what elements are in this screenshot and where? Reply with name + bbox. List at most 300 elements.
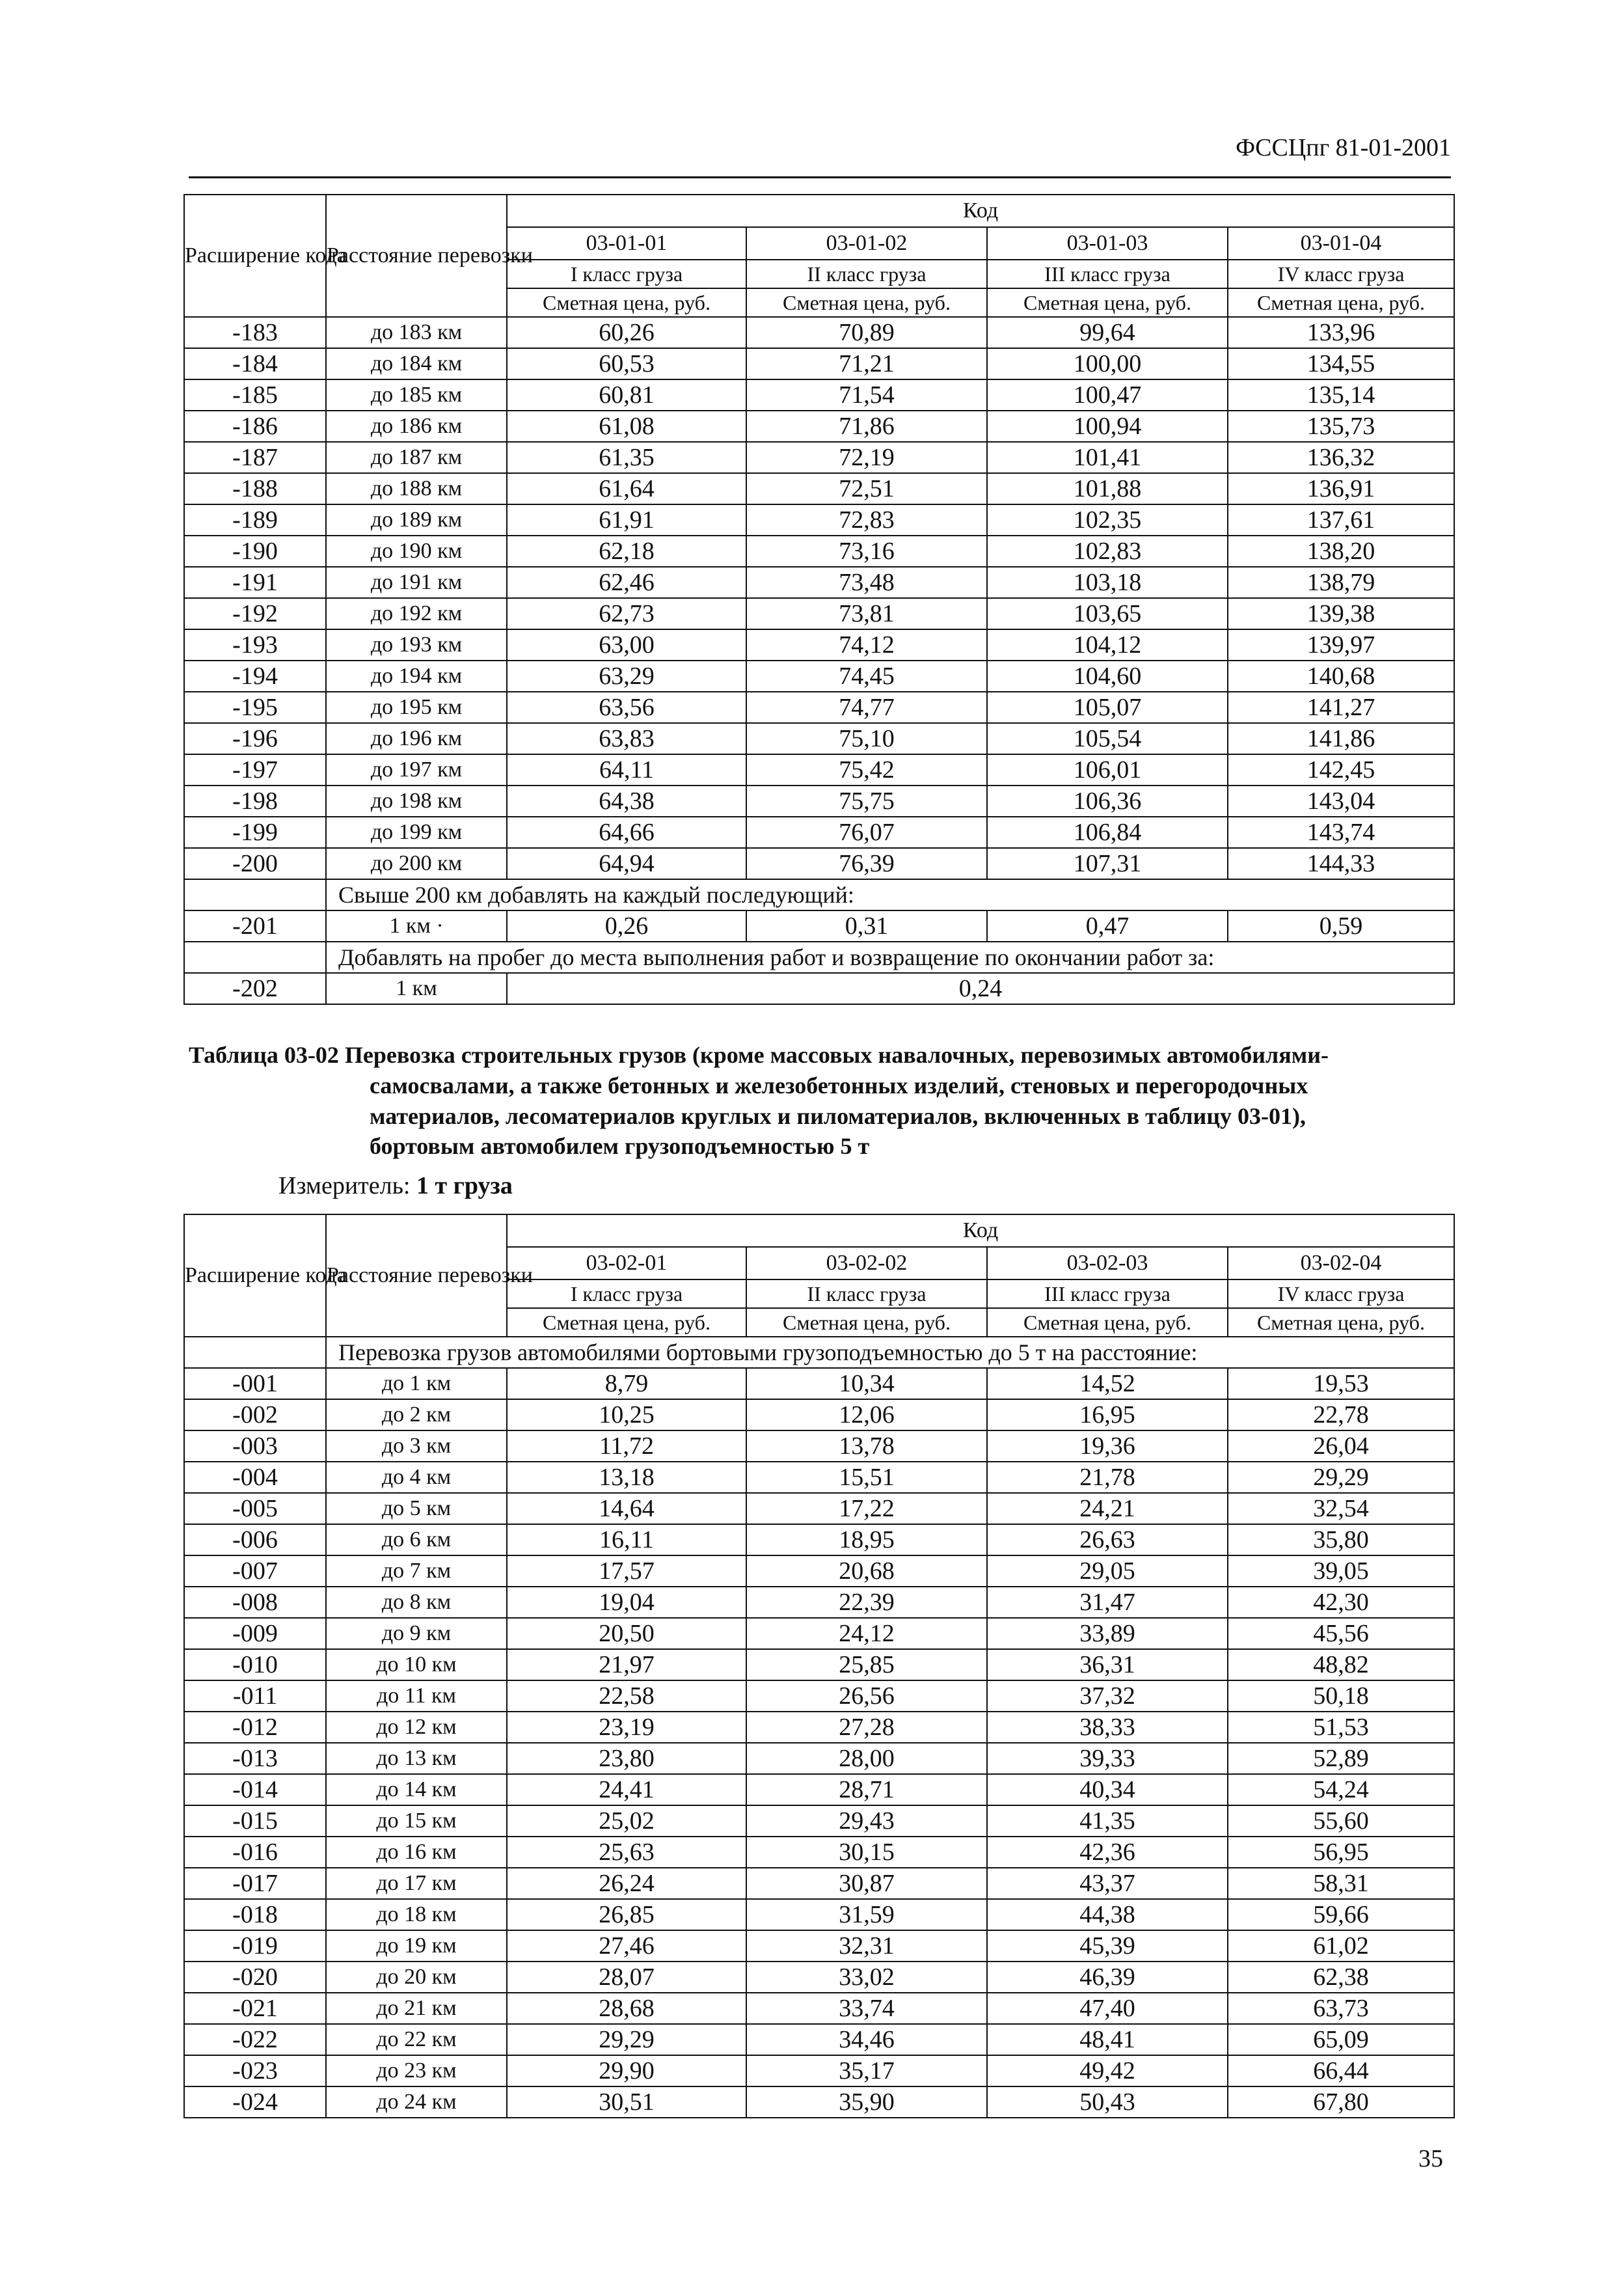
table-row: [184, 786, 1454, 817]
table-row: [184, 348, 1454, 379]
distance-cell: до 8 км: [326, 1587, 507, 1618]
price-cell: 13,78: [746, 1430, 987, 1462]
price-cell: 33,89: [987, 1618, 1228, 1649]
column-header-distance: Расстояние перевозки: [326, 195, 507, 317]
price-header: Сметная цена, руб.: [1228, 288, 1454, 317]
table-row: [184, 848, 1454, 879]
price-cell: 14,52: [987, 1368, 1228, 1399]
table-row: [184, 1462, 1454, 1493]
price-cell: 26,24: [507, 1868, 746, 1899]
price-cell: 61,08: [507, 411, 746, 442]
price-cell: 29,29: [507, 2024, 746, 2055]
distance-cell: до 190 км: [326, 536, 507, 567]
price-cell: 136,32: [1228, 442, 1454, 473]
code-extension-cell: -187: [184, 442, 326, 473]
table-row: [184, 1993, 1454, 2024]
price-cell: 74,12: [746, 629, 987, 661]
code-extension-cell: -018: [184, 1899, 326, 1930]
price-cell: 60,26: [507, 317, 746, 348]
price-cell: 76,39: [746, 848, 987, 879]
table-row: [184, 1837, 1454, 1868]
price-cell: 65,09: [1228, 2024, 1454, 2055]
price-cell: 101,88: [987, 473, 1228, 504]
cargo-class-header: II класс груза: [746, 260, 987, 288]
price-cell: 13,18: [507, 1462, 746, 1493]
price-cell: 61,02: [1228, 1930, 1454, 1962]
price-cell: 12,06: [746, 1399, 987, 1430]
price-cell: 16,95: [987, 1399, 1228, 1430]
price-cell: 30,87: [746, 1868, 987, 1899]
table-row: [184, 1868, 1454, 1899]
distance-cell: до 200 км: [326, 848, 507, 879]
distance-cell: до 196 км: [326, 723, 507, 754]
price-cell: 141,27: [1228, 692, 1454, 723]
price-cell: 99,64: [987, 317, 1228, 348]
code-extension-cell: -195: [184, 692, 326, 723]
distance-cell: до 5 км: [326, 1493, 507, 1524]
distance-cell: до 13 км: [326, 1743, 507, 1774]
caption-line: бортовым автомобилем грузоподъемностью 5 т: [370, 1133, 870, 1160]
price-cell: 62,46: [507, 567, 746, 598]
table-row: [184, 411, 1454, 442]
price-cell: 17,22: [746, 1493, 987, 1524]
price-cell: 64,11: [507, 754, 746, 786]
price-cell: 28,71: [746, 1774, 987, 1805]
code-extension-cell: -011: [184, 1680, 326, 1712]
price-cell: 43,37: [987, 1868, 1228, 1899]
cargo-class-header: IV класс груза: [1228, 1279, 1454, 1308]
price-cell: 106,36: [987, 786, 1228, 817]
price-cell: 46,39: [987, 1962, 1228, 1993]
price-cell: 133,96: [1228, 317, 1454, 348]
distance-cell: до 21 км: [326, 1993, 507, 2024]
table-note: Добавлять на пробег до места выполнения работ и возвращение по окончании работ за:: [326, 942, 1454, 973]
table-row: [184, 473, 1454, 504]
table-row: [184, 1493, 1454, 1524]
code-header: 03-01-02: [746, 227, 987, 260]
distance-cell: 1 км ·: [326, 910, 507, 942]
code-extension-cell: -192: [184, 598, 326, 629]
table-row: [184, 2055, 1454, 2086]
code-extension-cell: -022: [184, 2024, 326, 2055]
distance-cell: до 194 км: [326, 661, 507, 692]
price-cell: 103,18: [987, 567, 1228, 598]
distance-cell: до 22 км: [326, 2024, 507, 2055]
table-row: [184, 1399, 1454, 1430]
code-extension-cell: -189: [184, 504, 326, 536]
code-extension-cell: -012: [184, 1712, 326, 1743]
table-row: [184, 1899, 1454, 1930]
price-cell: 138,79: [1228, 567, 1454, 598]
price-cell: 27,28: [746, 1712, 987, 1743]
price-cell: 74,77: [746, 692, 987, 723]
code-header: 03-01-03: [987, 227, 1228, 260]
price-cell: 60,53: [507, 348, 746, 379]
table-row: [184, 1587, 1454, 1618]
distance-cell: до 19 км: [326, 1930, 507, 1962]
price-cell: 63,73: [1228, 1993, 1454, 2024]
code-extension-cell: -001: [184, 1368, 326, 1399]
empty-cell: [184, 879, 326, 910]
code-extension-cell: -024: [184, 2086, 326, 2118]
price-cell: 63,56: [507, 692, 746, 723]
price-cell: 26,56: [746, 1680, 987, 1712]
price-cell: 38,33: [987, 1712, 1228, 1743]
price-cell: 24,21: [987, 1493, 1228, 1524]
distance-cell: до 14 км: [326, 1774, 507, 1805]
price-cell: 28,68: [507, 1993, 746, 2024]
table-row: [184, 754, 1454, 786]
measure-label: Измеритель:: [278, 1172, 411, 1199]
price-cell: 62,73: [507, 598, 746, 629]
price-cell: 64,66: [507, 817, 746, 848]
distance-cell: до 6 км: [326, 1524, 507, 1555]
price-table-03-01: [183, 194, 1455, 1005]
price-cell: 100,94: [987, 411, 1228, 442]
price-cell: 35,80: [1228, 1524, 1454, 1555]
price-cell: 45,39: [987, 1930, 1228, 1962]
price-cell: 24,12: [746, 1618, 987, 1649]
price-cell: 104,60: [987, 661, 1228, 692]
page-number: 35: [1418, 2145, 1443, 2172]
table-row: [184, 817, 1454, 848]
code-extension-cell: -185: [184, 379, 326, 411]
code-extension-cell: -015: [184, 1805, 326, 1837]
code-extension-cell: -004: [184, 1462, 326, 1493]
measure-unit: [278, 1171, 513, 1200]
code-extension-cell: -006: [184, 1524, 326, 1555]
price-cell: 25,63: [507, 1837, 746, 1868]
price-cell: 25,85: [746, 1649, 987, 1680]
table-row: [184, 1680, 1454, 1712]
price-cell: 100,00: [987, 348, 1228, 379]
table-row: [184, 2086, 1454, 2118]
table-row: [184, 1743, 1454, 1774]
table-03-02-caption: [189, 1040, 1464, 1162]
price-cell: 59,66: [1228, 1899, 1454, 1930]
distance-cell: до 191 км: [326, 567, 507, 598]
price-cell: 42,30: [1228, 1587, 1454, 1618]
cargo-class-header: II класс груза: [746, 1279, 987, 1308]
price-cell: 11,72: [507, 1430, 746, 1462]
distance-cell: до 4 км: [326, 1462, 507, 1493]
table-row: [184, 1962, 1454, 1993]
distance-cell: до 197 км: [326, 754, 507, 786]
code-extension-cell: -007: [184, 1555, 326, 1587]
price-cell: 14,64: [507, 1493, 746, 1524]
code-extension-cell: -188: [184, 473, 326, 504]
column-header-distance: Расстояние перевозки: [326, 1214, 507, 1337]
price-cell: 48,41: [987, 2024, 1228, 2055]
price-cell: 137,61: [1228, 504, 1454, 536]
price-cell: 10,25: [507, 1399, 746, 1430]
table-row: [184, 1774, 1454, 1805]
price-cell: 33,74: [746, 1993, 987, 2024]
code-extension-cell: -023: [184, 2055, 326, 2086]
price-cell: 135,14: [1228, 379, 1454, 411]
price-cell: 20,68: [746, 1555, 987, 1587]
price-cell: 35,90: [746, 2086, 987, 2118]
distance-cell: до 192 км: [326, 598, 507, 629]
price-cell: 37,32: [987, 1680, 1228, 1712]
price-header: Сметная цена, руб.: [1228, 1308, 1454, 1337]
table-note: Перевозка грузов автомобилями бортовыми грузоподъемностью до 5 т на расстояние:: [326, 1337, 1454, 1368]
price-cell: 10,34: [746, 1368, 987, 1399]
price-cell: 44,38: [987, 1899, 1228, 1930]
price-cell: 0,26: [507, 910, 746, 942]
price-cell: 143,04: [1228, 786, 1454, 817]
distance-cell: до 17 км: [326, 1868, 507, 1899]
price-cell: 0,59: [1228, 910, 1454, 942]
price-cell: 52,89: [1228, 1743, 1454, 1774]
price-header: Сметная цена, руб.: [987, 1308, 1228, 1337]
code-extension-cell: -003: [184, 1430, 326, 1462]
price-cell: 106,84: [987, 817, 1228, 848]
column-header-kod: Код: [507, 1214, 1454, 1247]
cargo-class-header: III класс груза: [987, 1279, 1228, 1308]
price-cell: 33,02: [746, 1962, 987, 1993]
price-cell: 15,51: [746, 1462, 987, 1493]
price-cell: 39,05: [1228, 1555, 1454, 1587]
price-cell: 19,36: [987, 1430, 1228, 1462]
table-row: [184, 973, 1454, 1004]
price-cell: 29,05: [987, 1555, 1228, 1587]
distance-cell: до 2 км: [326, 1399, 507, 1430]
price-cell: 19,53: [1228, 1368, 1454, 1399]
code-header: 03-02-02: [746, 1247, 987, 1279]
distance-cell: до 7 км: [326, 1555, 507, 1587]
table-row: [184, 629, 1454, 661]
price-cell: 21,78: [987, 1462, 1228, 1493]
table-row: [184, 1555, 1454, 1587]
table-note: Свыше 200 км добавлять на каждый последующий:: [326, 879, 1454, 910]
table-row: [184, 1805, 1454, 1837]
code-extension-cell: -008: [184, 1587, 326, 1618]
price-cell: 35,17: [746, 2055, 987, 2086]
price-cell: 103,65: [987, 598, 1228, 629]
price-cell: 64,38: [507, 786, 746, 817]
code-extension-cell: -196: [184, 723, 326, 754]
code-header: 03-02-01: [507, 1247, 746, 1279]
price-cell: 25,02: [507, 1805, 746, 1837]
price-cell: 61,91: [507, 504, 746, 536]
price-cell: 71,54: [746, 379, 987, 411]
price-cell: 139,97: [1228, 629, 1454, 661]
price-cell: 74,45: [746, 661, 987, 692]
document-code-header: ФССЦпг 81-01-2001: [189, 133, 1451, 178]
price-cell: 71,21: [746, 348, 987, 379]
price-cell: 23,19: [507, 1712, 746, 1743]
price-cell: 49,42: [987, 2055, 1228, 2086]
price-header: Сметная цена, руб.: [746, 1308, 987, 1337]
price-cell: 60,81: [507, 379, 746, 411]
price-table-03-02: [183, 1214, 1455, 2118]
cargo-class-header: III класс груза: [987, 260, 1228, 288]
price-cell: 75,75: [746, 786, 987, 817]
code-extension-cell: -013: [184, 1743, 326, 1774]
price-cell: 72,83: [746, 504, 987, 536]
price-cell: 70,89: [746, 317, 987, 348]
price-cell: 62,38: [1228, 1962, 1454, 1993]
price-cell: 140,68: [1228, 661, 1454, 692]
price-cell: 26,63: [987, 1524, 1228, 1555]
price-header: Сметная цена, руб.: [507, 288, 746, 317]
distance-cell: 1 км: [326, 973, 507, 1004]
column-header-code-extension: Расширение кода: [184, 195, 326, 317]
price-cell: 73,81: [746, 598, 987, 629]
code-extension-cell: -199: [184, 817, 326, 848]
price-cell: 62,18: [507, 536, 746, 567]
price-cell: 23,80: [507, 1743, 746, 1774]
code-extension-cell: -009: [184, 1618, 326, 1649]
price-cell: 138,20: [1228, 536, 1454, 567]
code-extension-cell: -005: [184, 1493, 326, 1524]
cargo-class-header: I класс груза: [507, 1279, 746, 1308]
code-extension-cell: -186: [184, 411, 326, 442]
price-cell: 72,51: [746, 473, 987, 504]
price-cell: 61,64: [507, 473, 746, 504]
price-cell: 19,04: [507, 1587, 746, 1618]
price-cell: 50,43: [987, 2086, 1228, 2118]
price-cell: 34,46: [746, 2024, 987, 2055]
code-extension-cell: -021: [184, 1993, 326, 2024]
price-cell: 64,94: [507, 848, 746, 879]
code-header: 03-02-03: [987, 1247, 1228, 1279]
price-cell: 101,41: [987, 442, 1228, 473]
distance-cell: до 23 км: [326, 2055, 507, 2086]
price-cell: 105,54: [987, 723, 1228, 754]
distance-cell: до 11 км: [326, 1680, 507, 1712]
price-cell: 76,07: [746, 817, 987, 848]
price-cell: 134,55: [1228, 348, 1454, 379]
table-row: [184, 317, 1454, 348]
price-cell: 0,47: [987, 910, 1228, 942]
price-cell: 139,38: [1228, 598, 1454, 629]
price-cell: 102,83: [987, 536, 1228, 567]
code-header: 03-01-04: [1228, 227, 1454, 260]
distance-cell: до 3 км: [326, 1430, 507, 1462]
price-cell: 36,31: [987, 1649, 1228, 1680]
price-cell: 24,41: [507, 1774, 746, 1805]
price-header: Сметная цена, руб.: [507, 1308, 746, 1337]
empty-cell: [184, 1337, 326, 1368]
distance-cell: до 187 км: [326, 442, 507, 473]
price-cell: 58,31: [1228, 1868, 1454, 1899]
measure-value: 1 т груза: [416, 1172, 513, 1199]
price-cell: 72,19: [746, 442, 987, 473]
price-cell: 27,46: [507, 1930, 746, 1962]
price-cell: 32,54: [1228, 1493, 1454, 1524]
price-cell: 106,01: [987, 754, 1228, 786]
table-03-02-body: [184, 1214, 1454, 2118]
distance-cell: до 24 км: [326, 2086, 507, 2118]
price-cell: 22,78: [1228, 1399, 1454, 1430]
code-header: 03-01-01: [507, 227, 746, 260]
table-row: [184, 910, 1454, 942]
price-cell: 61,35: [507, 442, 746, 473]
price-cell: 66,44: [1228, 2055, 1454, 2086]
column-header-code-extension: Расширение кода: [184, 1214, 326, 1337]
table-row: [184, 1649, 1454, 1680]
price-cell: 104,12: [987, 629, 1228, 661]
code-extension-cell: -193: [184, 629, 326, 661]
price-cell: 67,80: [1228, 2086, 1454, 2118]
code-extension-cell: -010: [184, 1649, 326, 1680]
distance-cell: до 185 км: [326, 379, 507, 411]
price-cell: 47,40: [987, 1993, 1228, 2024]
table-row: [184, 1930, 1454, 1962]
code-extension-cell: -200: [184, 848, 326, 879]
price-cell: 0,31: [746, 910, 987, 942]
code-extension-cell: -194: [184, 661, 326, 692]
code-extension-cell: -190: [184, 536, 326, 567]
price-cell: 18,95: [746, 1524, 987, 1555]
price-cell: 75,10: [746, 723, 987, 754]
code-extension-cell: -017: [184, 1868, 326, 1899]
table-note-row: [184, 879, 1454, 910]
price-cell: 73,48: [746, 567, 987, 598]
price-cell: 22,58: [507, 1680, 746, 1712]
table-row: [184, 1430, 1454, 1462]
table-row: [184, 442, 1454, 473]
price-cell: 105,07: [987, 692, 1228, 723]
caption-label: Таблица 03-02: [189, 1042, 339, 1068]
code-extension-cell: -016: [184, 1837, 326, 1868]
price-cell: 29,43: [746, 1805, 987, 1837]
cargo-class-header: I класс груза: [507, 260, 746, 288]
empty-cell: [184, 942, 326, 973]
distance-cell: до 12 км: [326, 1712, 507, 1743]
price-cell: 143,74: [1228, 817, 1454, 848]
distance-cell: до 189 км: [326, 504, 507, 536]
price-cell: 21,97: [507, 1649, 746, 1680]
price-cell: 54,24: [1228, 1774, 1454, 1805]
code-extension-cell: -184: [184, 348, 326, 379]
price-cell: 26,85: [507, 1899, 746, 1930]
price-cell: 144,33: [1228, 848, 1454, 879]
distance-cell: до 193 км: [326, 629, 507, 661]
code-extension-cell: -014: [184, 1774, 326, 1805]
code-extension-cell: -020: [184, 1962, 326, 1993]
price-cell: 28,07: [507, 1962, 746, 1993]
price-cell: 63,83: [507, 723, 746, 754]
price-cell: 100,47: [987, 379, 1228, 411]
price-cell: 55,60: [1228, 1805, 1454, 1837]
price-cell: 73,16: [746, 536, 987, 567]
code-extension-cell: -183: [184, 317, 326, 348]
code-extension-cell: -201: [184, 910, 326, 942]
distance-cell: до 10 км: [326, 1649, 507, 1680]
price-cell: 71,86: [746, 411, 987, 442]
distance-cell: до 15 км: [326, 1805, 507, 1837]
price-cell: 107,31: [987, 848, 1228, 879]
price-cell: 29,90: [507, 2055, 746, 2086]
price-cell: 56,95: [1228, 1837, 1454, 1868]
price-cell: 31,59: [746, 1899, 987, 1930]
distance-cell: до 20 км: [326, 1962, 507, 1993]
price-cell: 50,18: [1228, 1680, 1454, 1712]
code-extension-cell: -198: [184, 786, 326, 817]
price-cell: 20,50: [507, 1618, 746, 1649]
price-cell: 31,47: [987, 1587, 1228, 1618]
code-header: 03-02-04: [1228, 1247, 1454, 1279]
code-extension-cell: -191: [184, 567, 326, 598]
table-row: [184, 1368, 1454, 1399]
price-cell: 136,91: [1228, 473, 1454, 504]
price-cell: 40,34: [987, 1774, 1228, 1805]
distance-cell: до 18 км: [326, 1899, 507, 1930]
column-header-kod: Код: [507, 195, 1454, 227]
